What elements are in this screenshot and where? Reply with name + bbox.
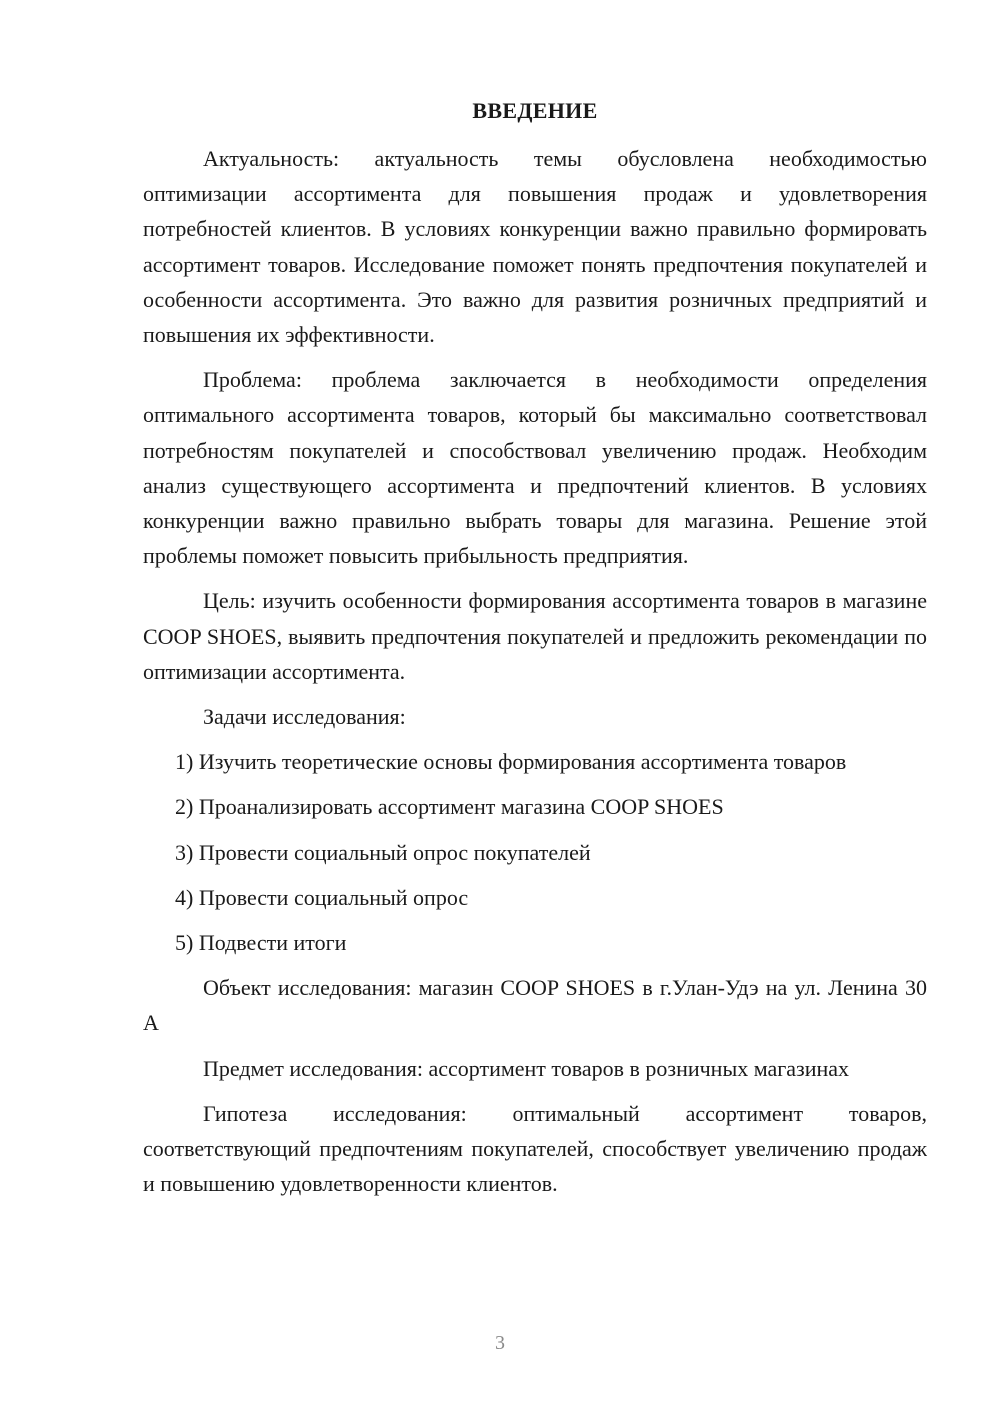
paragraph-hypothesis: Гипотеза исследования: оптимальный ассортимент товаров, соответствующий предпочтениям покупателей, способствует увеличению продаж и повышению удовлетворенности клиентов. [143, 1100, 927, 1197]
tasks-list [143, 744, 927, 960]
paragraph-relevance: Актуальность: актуальность темы обусловлена необходимостью оптимизации ассортимента для повышения продаж и удовлетворения потребностей клиентов. В условиях конкуренции важно правильно формировать ассортимент товаров. Исследование поможет понять предпочтения покупателей и особенности ассортимента. Это важно для развития розничных предприятий и повышения их эффективности. [143, 146, 927, 348]
paragraph-problem: Проблема: проблема заключается в необходимости определения оптимального ассортимента товаров, который бы максимально соответствовал потребностям покупателей и способствовал увеличению продаж. Необходим анализ существующего ассортимента и предпочтений клиентов. В условиях конкуренции важно правильно выбрать товары для магазина. Решение этой проблемы поможет повысить прибыльность предприятия. [143, 367, 927, 569]
list-item: 2) Проанализировать ассортимент магазина COOP SHOES [175, 794, 724, 820]
paragraph-subject: Предмет исследования: ассортимент товаров в розничных магазинах [203, 1055, 850, 1081]
page-number: 3 [495, 1332, 505, 1354]
list-item: 1) Изучить теоретические основы формирования ассортимента товаров [175, 749, 847, 775]
section-title: ВВЕДЕНИЕ [472, 98, 598, 123]
list-item: 3) Провести социальный опрос покупателей [175, 839, 591, 865]
paragraph-goal: Цель: изучить особенности формирования ассортимента товаров в магазине COOP SHOES, выявить предпочтения покупателей и предложить рекомендации по оптимизации ассортимента. [143, 588, 927, 684]
paragraph-object: Объект исследования: магазин COOP SHOES в г.Улан-Удэ на ул. Ленина 30 А [143, 975, 927, 1036]
list-item: 4) Провести социальный опрос [175, 884, 469, 910]
document-page [143, 95, 927, 1211]
tasks-heading: Задачи исследования: [203, 704, 406, 730]
list-item: 5) Подвести итоги [175, 930, 347, 956]
